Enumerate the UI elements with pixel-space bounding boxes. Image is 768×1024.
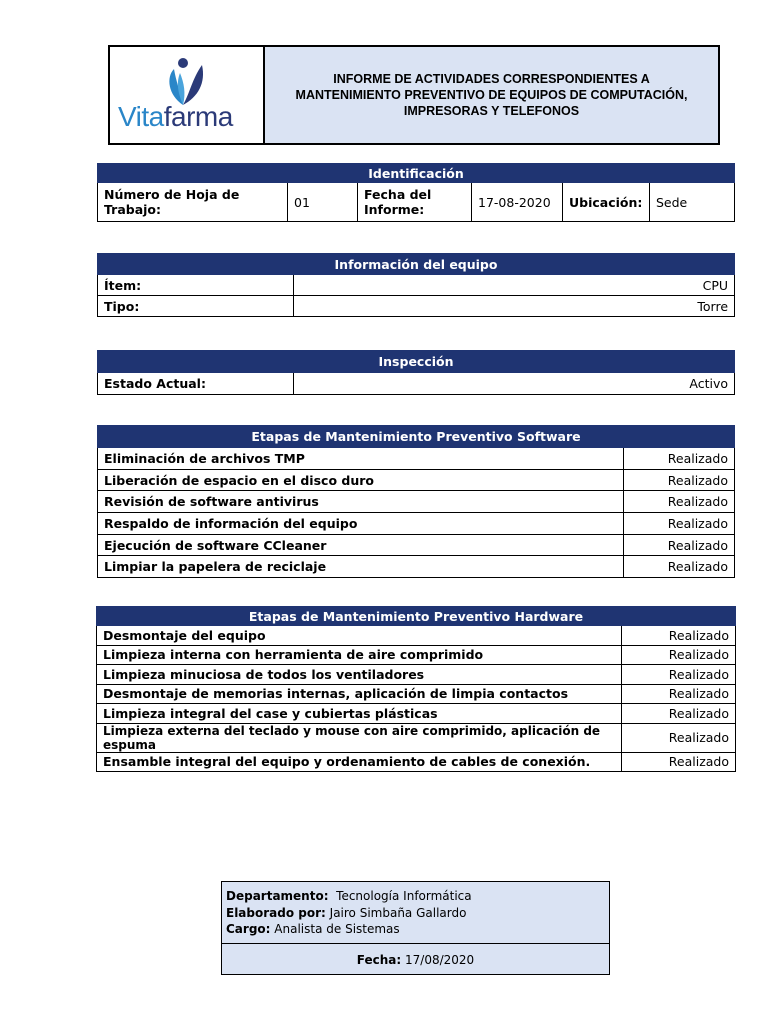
numero-hoja-label: Número de Hoja de Trabajo: <box>98 183 288 222</box>
fecha-informe-label: Fecha del Informe: <box>358 183 472 222</box>
software-header: Etapas de Mantenimiento Preventivo Software <box>98 426 735 448</box>
equipo-table <box>97 253 735 317</box>
hardware-task: Desmontaje de memorias internas, aplicación de limpia contactos <box>97 684 622 704</box>
hardware-table <box>96 606 736 772</box>
software-status: Realizado <box>624 469 735 491</box>
estado-actual-label: Estado Actual: <box>98 373 294 395</box>
ubicacion-value: Sede <box>650 183 735 222</box>
equipo-header: Información del equipo <box>98 254 735 275</box>
elaborado-line: Elaborado por: Jairo Simbaña Gallardo <box>226 905 467 920</box>
report-title-cell <box>265 47 718 143</box>
estado-actual-value: Activo <box>294 373 735 395</box>
item-value: CPU <box>294 275 735 296</box>
identificacion-header: Identificación <box>98 164 735 183</box>
software-task: Liberación de espacio en el disco duro <box>98 469 624 491</box>
hardware-status: Realizado <box>622 723 736 752</box>
fecha-informe-value: 17-08-2020 <box>472 183 563 222</box>
software-status: Realizado <box>624 556 735 578</box>
hardware-task: Limpieza integral del case y cubiertas plásticas <box>97 704 622 724</box>
software-status: Realizado <box>624 491 735 513</box>
numero-hoja-value: 01 <box>288 183 358 222</box>
report-title: INFORME DE ACTIVIDADES CORRESPONDIENTES A MANTENIMIENTO PREVENTIVO DE EQUIPOS DE COMPUTACIÓN, IMPRESORAS Y TELEFONOS <box>295 72 688 118</box>
report-header <box>108 45 720 145</box>
hardware-status: Realizado <box>622 684 736 704</box>
hardware-task: Limpieza minuciosa de todos los ventiladores <box>97 665 622 685</box>
hardware-task: Limpieza externa del teclado y mouse con aire comprimido, aplicación de espuma <box>97 723 622 752</box>
company-logo <box>110 47 265 143</box>
identificacion-table <box>97 163 735 222</box>
software-task: Ejecución de software CCleaner <box>98 534 624 556</box>
software-task: Revisión de software antivirus <box>98 491 624 513</box>
software-task: Limpiar la papelera de reciclaje <box>98 556 624 578</box>
tipo-label: Tipo: <box>98 296 294 317</box>
logo-wordmark: Vitafarma <box>118 101 233 132</box>
software-table <box>97 425 735 578</box>
software-status: Realizado <box>624 534 735 556</box>
software-task: Eliminación de archivos TMP <box>98 448 624 470</box>
hardware-task: Ensamble integral del equipo y ordenamiento de cables de conexión. <box>97 752 622 772</box>
tipo-value: Torre <box>294 296 735 317</box>
cargo-line: Cargo: Analista de Sistemas <box>226 922 400 936</box>
inspeccion-header: Inspección <box>98 351 735 373</box>
signature-details <box>222 882 609 944</box>
hardware-task: Limpieza interna con herramienta de aire comprimido <box>97 645 622 665</box>
inspeccion-table <box>97 350 735 395</box>
hardware-status: Realizado <box>622 645 736 665</box>
hardware-status: Realizado <box>622 752 736 772</box>
departamento-line: Departamento: Tecnología Informática <box>226 889 472 903</box>
software-status: Realizado <box>624 513 735 535</box>
fecha-line: Fecha: 17/08/2020 <box>356 952 475 967</box>
hardware-task: Desmontaje del equipo <box>97 626 622 646</box>
item-label: Ítem: <box>98 275 294 296</box>
hardware-status: Realizado <box>622 704 736 724</box>
signature-box <box>221 881 610 975</box>
hardware-status: Realizado <box>622 626 736 646</box>
ubicacion-label: Ubicación: <box>563 183 650 222</box>
hardware-status: Realizado <box>622 665 736 685</box>
software-status: Realizado <box>624 448 735 470</box>
software-task: Respaldo de información del equipo <box>98 513 624 535</box>
hardware-header: Etapas de Mantenimiento Preventivo Hardware <box>97 607 736 626</box>
